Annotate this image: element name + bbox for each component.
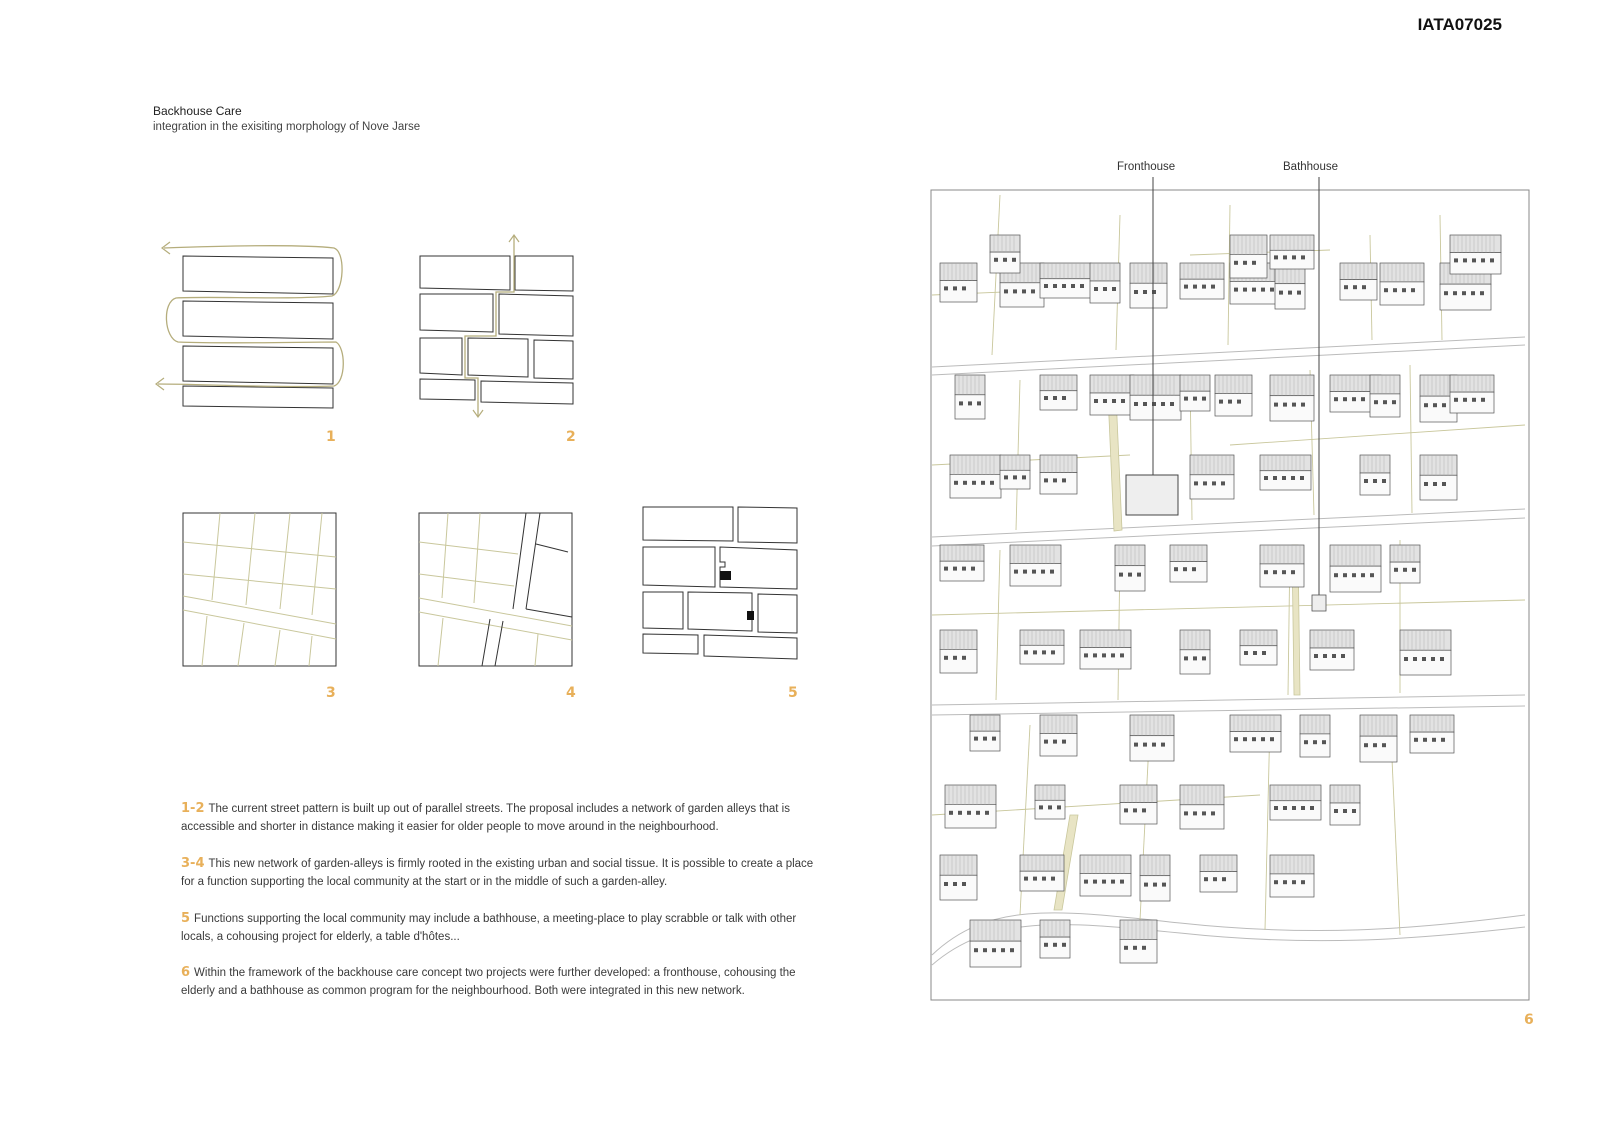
house — [1140, 855, 1170, 901]
house — [1040, 455, 1077, 494]
house — [1010, 545, 1061, 586]
diagram-3-existing-plots — [182, 512, 338, 668]
house — [1310, 630, 1354, 670]
house — [1040, 715, 1077, 756]
paragraph-number: 1-2 — [181, 801, 205, 816]
house — [1300, 715, 1330, 757]
house — [940, 630, 977, 673]
house — [1340, 263, 1377, 300]
diagram-2-garden-alleys — [410, 232, 590, 432]
house — [1035, 785, 1065, 819]
house — [1115, 545, 1145, 591]
house — [1120, 920, 1157, 963]
paragraph-text: Functions supporting the local community may include a bathhouse, a meeting-place to play scrabble or talk with other locals, a cohousing project for elderly, a table d'hôtes... — [181, 913, 797, 943]
house — [955, 375, 985, 419]
house — [940, 545, 984, 581]
paragraph-1-2 — [181, 800, 821, 836]
house — [1230, 235, 1267, 278]
diagram-number-2: 2 — [566, 429, 576, 445]
house — [950, 455, 1001, 498]
house — [940, 263, 977, 302]
house — [1040, 263, 1091, 298]
house — [1270, 375, 1314, 421]
house — [970, 715, 1000, 751]
house — [1180, 785, 1224, 829]
house — [1450, 235, 1501, 274]
diagram-1-street-pattern — [150, 238, 350, 418]
house — [1090, 375, 1134, 415]
house — [1330, 785, 1360, 825]
diagram-number-3: 3 — [326, 685, 336, 701]
paragraph-3-4 — [181, 855, 821, 891]
paragraph-text: The current street pattern is built up out of parallel streets. The proposal includes a network of garden alleys that is accessible and shorter in distance making it easier for older people to move around in the neighbourhood. — [181, 803, 790, 833]
bathhouse-marker — [1312, 595, 1326, 611]
house — [1080, 630, 1131, 669]
house — [1215, 375, 1252, 416]
house — [970, 920, 1021, 967]
house — [1330, 545, 1381, 592]
house — [1200, 855, 1237, 892]
house — [1420, 455, 1457, 500]
house — [1390, 545, 1420, 583]
house-blocks — [940, 235, 1501, 967]
house — [1020, 855, 1064, 891]
paragraph-text: Within the framework of the backhouse care concept two projects were further developed: a fronthouse, cohousing the elderly and a bathhouse as common program for the neighbourhood. Both were integrated in this new network. — [181, 967, 796, 997]
house — [1180, 263, 1224, 299]
house — [1360, 455, 1390, 495]
house — [1040, 375, 1077, 410]
paragraph-5 — [181, 910, 821, 946]
bathhouse-label: Bathhouse — [1283, 161, 1338, 173]
house — [1130, 263, 1167, 308]
page-title: Backhouse Care — [153, 104, 242, 118]
paragraph-text: This new network of garden-alleys is firmly rooted in the existing urban and social tissue. It is possible to create a place for a function supporting the local community at the start or in the middle of such a garden-alley. — [181, 858, 814, 888]
diagram-number-1: 1 — [326, 429, 336, 445]
house — [945, 785, 996, 828]
house — [1180, 630, 1210, 674]
house — [1130, 715, 1174, 761]
house — [1230, 715, 1281, 752]
fronthouse-label: Fronthouse — [1117, 161, 1176, 173]
house — [1000, 455, 1030, 489]
diagram-number-5: 5 — [788, 685, 798, 701]
house — [1260, 545, 1304, 587]
diagram-4-alley-in-plots — [418, 512, 574, 668]
paragraph-6 — [181, 964, 821, 1000]
house — [1020, 630, 1064, 664]
house — [1040, 920, 1070, 958]
house — [1270, 785, 1321, 820]
house — [1275, 263, 1305, 309]
house — [1190, 455, 1234, 499]
diagram-5-community-functions — [640, 504, 800, 664]
house — [1170, 545, 1207, 582]
house — [1400, 630, 1451, 675]
house — [940, 855, 977, 900]
paragraph-number: 5 — [181, 911, 191, 926]
diagram-number-6: 6 — [1524, 1012, 1534, 1028]
paragraph-number: 3-4 — [181, 856, 205, 871]
house — [1270, 235, 1314, 269]
house — [1180, 375, 1210, 411]
diagram-number-4: 4 — [566, 685, 576, 701]
house — [1380, 263, 1424, 305]
house — [1130, 375, 1181, 420]
house — [1370, 375, 1400, 417]
house — [1360, 715, 1397, 762]
house — [1410, 715, 1454, 753]
paragraph-number: 6 — [181, 965, 191, 980]
house — [1080, 855, 1131, 896]
page-subtitle: integration in the exisiting morphology of Nove Jarse — [153, 121, 421, 133]
house — [1450, 375, 1494, 413]
document-code: IATA07025 — [1417, 15, 1502, 34]
house — [1120, 785, 1157, 824]
house — [990, 235, 1020, 273]
house — [1090, 263, 1120, 303]
fronthouse-marker — [1126, 475, 1178, 515]
house — [1260, 455, 1311, 490]
house — [1240, 630, 1277, 665]
neighbourhood-site-plan — [930, 175, 1530, 1001]
house — [1270, 855, 1314, 897]
